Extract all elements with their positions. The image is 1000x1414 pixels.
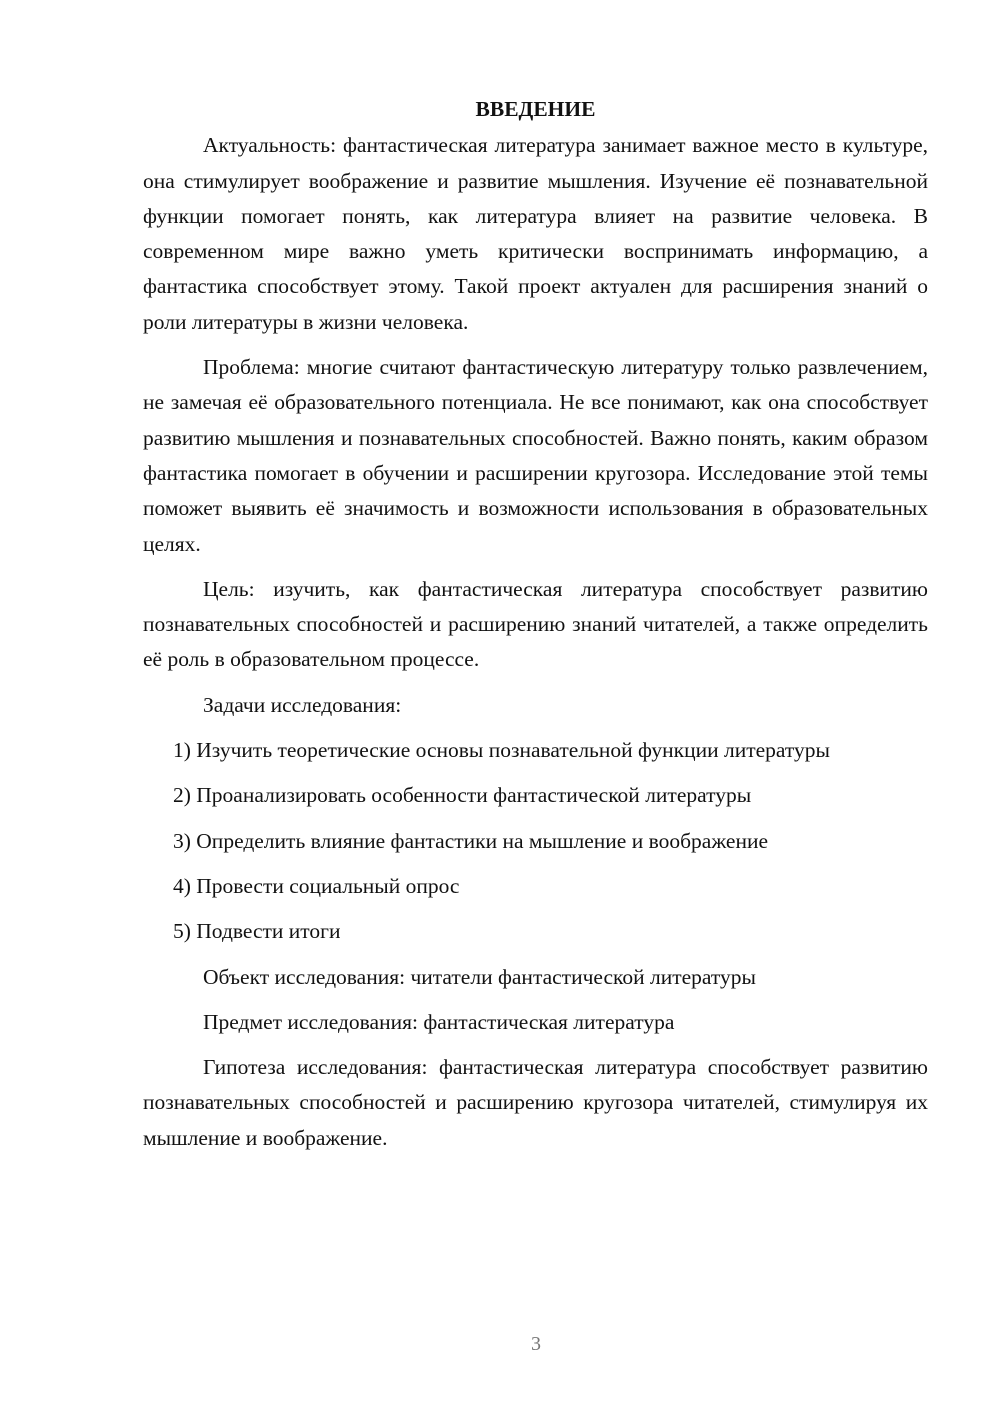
task-item-4: 4) Провести социальный опрос xyxy=(173,873,460,898)
page-number: 3 xyxy=(531,1333,541,1355)
task-item-3: 3) Определить влияние фантастики на мышление и воображение xyxy=(173,828,769,853)
task-item-2: 2) Проанализировать особенности фантастической литературы xyxy=(173,783,752,808)
section-heading: ВВЕДЕНИЕ xyxy=(475,97,596,121)
problem-paragraph: Проблема: многие считают фантастическую литературу только развлечением, не замечая её образовательного потенциала. Не все понимают, как она способствует развитию мышления и познавательных способностей. Важно понять, каким образом фантастика помогает в обучении и расширении кругозора. Исследование этой темы поможет выявить её значимость и возможности использования в образовательных целях. xyxy=(143,355,928,556)
task-item-1: 1) Изучить теоретические основы познавательной функции литературы xyxy=(173,738,830,763)
subject-paragraph: Предмет исследования: фантастическая литература xyxy=(203,1009,675,1034)
document-page xyxy=(143,92,928,1166)
task-item-5: 5) Подвести итоги xyxy=(173,919,341,944)
object-paragraph: Объект исследования: читатели фантастической литературы xyxy=(203,964,756,989)
hypothesis-paragraph: Гипотеза исследования: фантастическая литература способствует развитию познавательных способностей и расширению кругозора читателей, стимулируя их мышление и воображение. xyxy=(143,1055,928,1150)
goal-paragraph: Цель: изучить, как фантастическая литература способствует развитию познавательных способностей и расширению знаний читателей, а также определить её роль в образовательном процессе. xyxy=(143,576,928,672)
tasks-heading: Задачи исследования: xyxy=(203,692,402,717)
relevance-paragraph: Актуальность: фантастическая литература занимает важное место в культуре, она стимулирует воображение и развитие мышления. Изучение её познавательной функции помогает понять, как литература влияет на развитие человека. В современном мире важно уметь критически воспринимать информацию, а фантастика способствует этому. Такой проект актуален для расширения знаний о роли литературы в жизни человека. xyxy=(143,133,928,334)
